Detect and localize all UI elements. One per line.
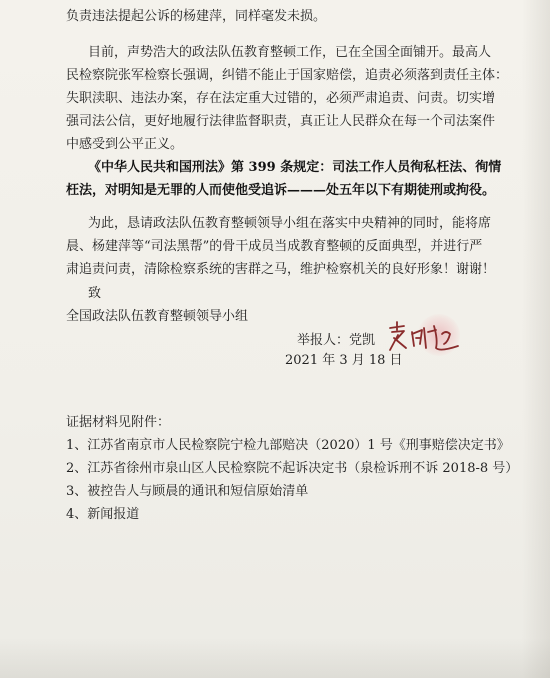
attachment-item: 1、江苏省南京市人民检察院宁检九部赔决（2020）1 号《刑事赔偿决定书》 [66, 438, 510, 453]
attachment-item: 3、被控告人与顾晨的通讯和短信原始清单 [66, 484, 309, 499]
text-line: 中感受到公平正义。 [66, 137, 184, 152]
recipient: 全国政法队伍教育整顿领导小组 [66, 309, 249, 324]
attachments-heading: 证据材料见附件： [66, 415, 171, 430]
handwritten-signature [384, 318, 464, 358]
text-line: 晨、杨建萍等“司法黑帮”的骨干成员当成教育整顿的反面典型，并进行严 [66, 239, 483, 254]
reporter-label: 举报人：党凯 [297, 333, 376, 348]
text-line: 负责违法提起公诉的杨建萍，同样毫发未损。 [66, 9, 327, 24]
attachment-item: 2、江苏省徐州市泉山区人民检察院不起诉决定书（泉检诉刑不诉 2018-8 号） [66, 461, 519, 476]
text-line: 强司法公信，更好地履行法律监督职责，真正让人民群众在每一个司法案件 [66, 114, 496, 129]
page-shadow-bottom [0, 638, 550, 678]
page-shadow [522, 0, 550, 678]
attachment-item: 4、新闻报道 [66, 507, 140, 522]
text-line: 目前，声势浩大的政法队伍教育整顿工作，已在全国全面铺开。最高人 [88, 45, 492, 60]
salutation: 致 [88, 286, 102, 301]
date: 2021 年 3 月 18 日 [285, 353, 403, 368]
law-quote-line: 《中华人民共和国刑法》第 399 条规定：司法工作人员徇私枉法、徇情 [88, 160, 502, 175]
text-line: 失职渎职、违法办案，存在法定重大过错的，必须严肃追责、问责。切实增 [66, 91, 496, 106]
text-line: 肃追责问责，清除检察系统的害群之马，维护检察机关的良好形象！谢谢！ [66, 262, 496, 277]
law-quote-line: 枉法，对明知是无罪的人而使他受追诉———处五年以下有期徒刑或拘役。 [66, 183, 496, 198]
text-line: 为此，恳请政法队伍教育整顿领导小组在落实中央精神的同时，能将席 [88, 216, 492, 231]
text-line: 民检察院张军检察长强调，纠错不能止于国家赔偿，追责必须落到责任主体： [66, 68, 509, 83]
